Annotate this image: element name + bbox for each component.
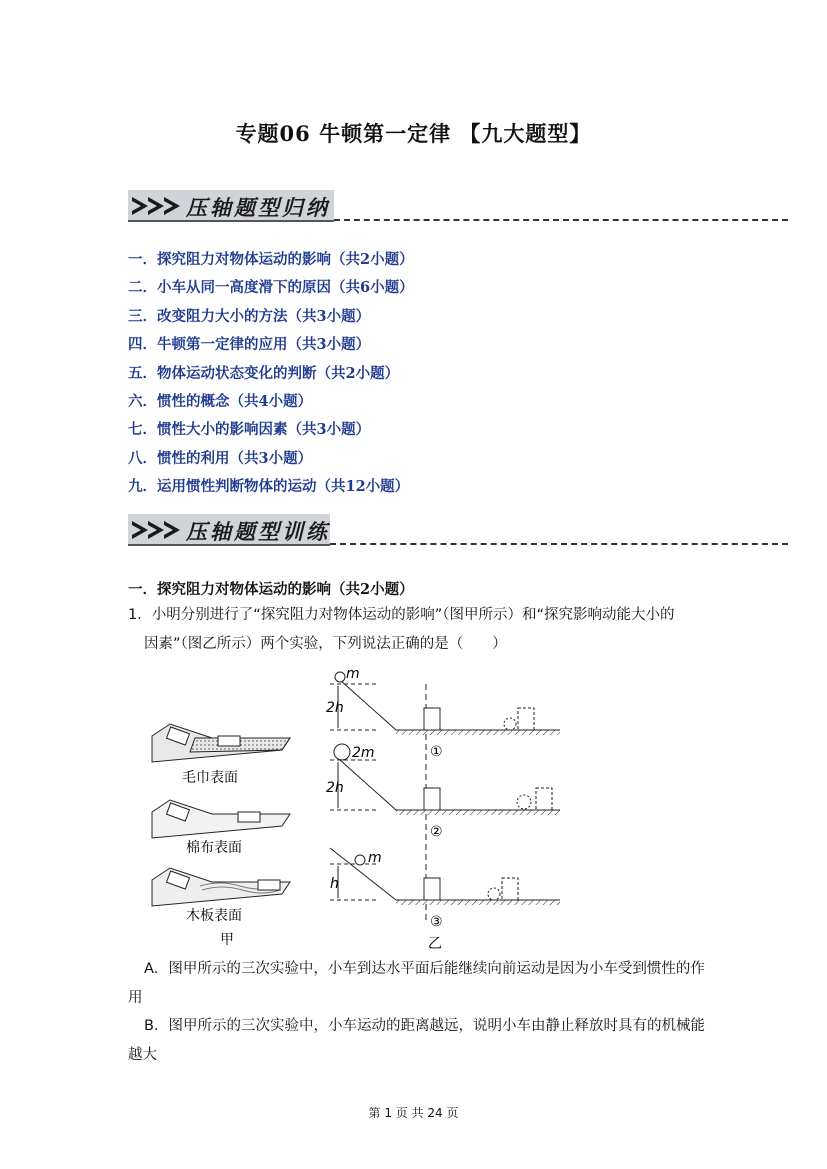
wood-ramp	[152, 868, 290, 906]
cotton-ramp	[152, 800, 290, 838]
question-line: 1．小明分别进行了“探究阻力对物体运动的影响”（图甲所示）和“探究影响动能大小的	[128, 607, 675, 623]
toc-item[interactable]: 八．惯性的利用（共3小题）	[128, 449, 313, 467]
section-banner-summary	[128, 190, 788, 226]
toc-item[interactable]: 三．改变阻力大小的方法（共3小题）	[128, 307, 371, 325]
question-1-stem	[128, 605, 708, 654]
surface-label: 木板表面	[186, 908, 242, 924]
experiment-3	[330, 848, 560, 905]
experiment-figure	[140, 664, 580, 954]
toc-item[interactable]: 五．物体运动状态变化的判断（共2小题）	[128, 364, 400, 382]
question-line: 因素”（图乙所示）两个实验，下列说法正确的是（ ）	[144, 636, 507, 652]
section-banner-training	[128, 514, 788, 550]
page-footer: 第 1 页 共 24 页	[368, 1106, 459, 1120]
toc-item[interactable]: 九．运用惯性判断物体的运动（共12小题）	[128, 478, 410, 496]
option-line: B．图甲所示的三次实验中，小车运动的距离越远，说明小车由静止释放时具有的机械能	[144, 1018, 705, 1034]
option-b	[128, 1016, 708, 1065]
toc-item[interactable]: 四．牛顿第一定律的应用（共3小题）	[128, 336, 371, 354]
figure-label-jia: 甲	[220, 932, 234, 948]
experiment-1	[330, 672, 560, 735]
banner-text: 压轴题型归纳	[186, 195, 330, 220]
figure-label-yi: 乙	[428, 936, 442, 952]
experiment-number: ②	[430, 824, 443, 840]
height-label: 2h	[326, 700, 344, 716]
toc-item[interactable]: 七．惯性大小的影响因素（共3小题）	[128, 421, 371, 439]
option-line: 越大	[128, 1047, 157, 1063]
option-line: 用	[128, 990, 143, 1006]
toc-item[interactable]: 一．探究阻力对物体运动的影响（共2小题）	[128, 251, 414, 268]
mass-label: 2m	[352, 745, 375, 761]
toc-item[interactable]: 六．惯性的概念（共4小题）	[128, 392, 313, 410]
height-label: h	[330, 876, 339, 892]
table-of-contents	[128, 250, 414, 506]
surface-label: 棉布表面	[186, 840, 242, 856]
mass-label: m	[368, 850, 382, 866]
toc-item[interactable]: 二．小车从同一高度滑下的原因（共6小题）	[128, 279, 414, 297]
experiment-number: ①	[430, 744, 443, 760]
option-line: A．图甲所示的三次实验中，小车到达水平面后能继续向前运动是因为小车受到惯性的作	[144, 961, 705, 977]
mass-label: m	[346, 666, 360, 682]
section-heading: 一．探究阻力对物体运动的影响（共2小题）	[128, 581, 414, 598]
height-label: 2h	[326, 780, 344, 796]
banner-text: 压轴题型训练	[186, 519, 330, 544]
option-a	[128, 959, 708, 1008]
towel-ramp	[152, 724, 290, 762]
page-title: 专题06 牛顿第一定律 【九大题型】	[235, 121, 592, 146]
surface-label: 毛巾表面	[182, 770, 238, 786]
experiment-number: ③	[430, 914, 443, 930]
